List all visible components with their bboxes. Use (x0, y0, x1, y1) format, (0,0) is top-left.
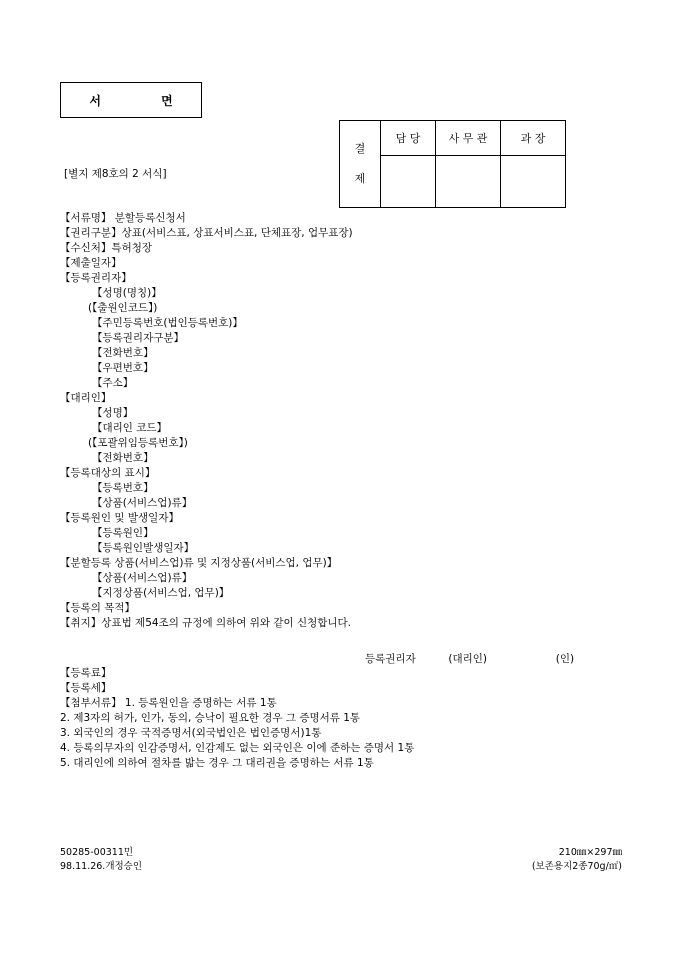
field-address: 【주소】 (92, 377, 134, 389)
fees-and-attachments (60, 666, 414, 771)
signature-line (365, 651, 574, 666)
field-goods-class: 【상품(서비스업)류】 (92, 497, 193, 509)
field-registration-cause: 【등록원인】 (92, 527, 154, 539)
field-agent-name: 【성명】 (92, 407, 134, 419)
footer-paper-type: (보존용지2종70g/㎡) (531, 861, 622, 872)
attachment-item-2: 2. 제3자의 허가, 인가, 동의, 승낙이 필요한 경우 그 증명서류 1통 (60, 712, 361, 724)
field-general-power-number: (【포괄위임등록번호】) (88, 437, 188, 449)
document-title: 서 면 (60, 82, 202, 118)
footer-form-code: 50285-00311민 (60, 847, 134, 858)
field-registrant-type: 【등록권리자구분】 (92, 332, 185, 344)
attachment-item-1: 【첨부서류】 1. 등록원인을 증명하는 서류 1통 (60, 697, 277, 709)
signature-agent: (대리인) (448, 653, 488, 665)
application-fields (60, 211, 353, 631)
field-applicant-code: (【출원인코드】) (88, 302, 158, 314)
field-registration-number: 【등록번호】 (92, 482, 154, 494)
field-resident-number: 【주민등록번호(법인등록번호)】 (92, 317, 243, 329)
footer-approval-date: 98.11.26.개정승인 (60, 861, 143, 872)
registration-tax: 【등록세】 (60, 682, 112, 694)
field-submission-date: 【제출일자】 (60, 257, 122, 269)
registration-fee: 【등록료】 (60, 667, 112, 679)
footer-paper-size: 210㎜×297㎜ (558, 847, 622, 858)
footer-left (60, 846, 142, 874)
field-agent-phone: 【전화번호】 (92, 452, 154, 464)
field-statement: 【취지】상표법 제54조의 규정에 의하여 위와 같이 신청합니다. (60, 617, 352, 629)
footer-right (532, 846, 622, 874)
signature-holder: 등록권리자 (365, 653, 416, 665)
field-registrant-phone: 【전화번호】 (92, 347, 154, 359)
approval-side-label-1: 결 (354, 142, 366, 155)
field-recipient: 【수신처】특허청장 (60, 242, 153, 254)
field-purpose: 【등록의 목적】 (60, 602, 136, 614)
approval-header-director: 과 장 (501, 121, 566, 156)
field-cause-and-date: 【등록원인 및 발생일자】 (60, 512, 179, 524)
field-agent: 【대리인】 (60, 392, 112, 404)
approval-sign-staff[interactable] (381, 156, 436, 208)
attachment-item-5: 5. 대리인에 의하여 절차를 밟는 경우 그 대리권을 증명하는 서류 1통 (60, 757, 374, 769)
approval-side-label-2: 제 (354, 172, 366, 185)
approval-header-staff: 담 당 (381, 121, 436, 156)
approval-side-label (340, 121, 381, 208)
field-document-name: 【서류명】 분할등록신청서 (60, 212, 186, 224)
field-designated-goods: 【지정상품(서비스업, 업무)】 (92, 587, 230, 599)
field-registrant: 【등록권리자】 (60, 272, 132, 284)
field-division-goods-class: 【상품(서비스업)류】 (92, 572, 193, 584)
approval-box (339, 120, 566, 208)
approval-sign-officer[interactable] (436, 156, 501, 208)
signature-seal[interactable]: (인) (555, 653, 575, 665)
field-postal-code: 【우편번호】 (92, 362, 154, 374)
attachment-item-4: 4. 등록의무자의 인감증명서, 인감제도 없는 외국인은 이에 준하는 증명서 1통 (60, 742, 415, 754)
approval-header-officer: 사 무 관 (436, 121, 501, 156)
field-registration-target: 【등록대상의 표시】 (60, 467, 156, 479)
field-division-goods: 【분할등록 상품(서비스업)류 및 지정상품(서비스업, 업무)】 (60, 557, 338, 569)
field-right-type: 【권리구분】상표(서비스표, 상표서비스표, 단체표장, 업무표장) (60, 227, 353, 239)
field-cause-date: 【등록원인발생일자】 (92, 542, 195, 554)
approval-sign-director[interactable] (501, 156, 566, 208)
field-agent-code: 【대리인 코드】 (92, 422, 168, 434)
field-registrant-name: 【성명(명칭)】 (92, 287, 162, 299)
attachment-item-3: 3. 외국인의 경우 국적증명서(외국법인은 법인증명서)1통 (60, 727, 322, 739)
form-number: [별지 제8호의 2 서식] (64, 168, 167, 180)
